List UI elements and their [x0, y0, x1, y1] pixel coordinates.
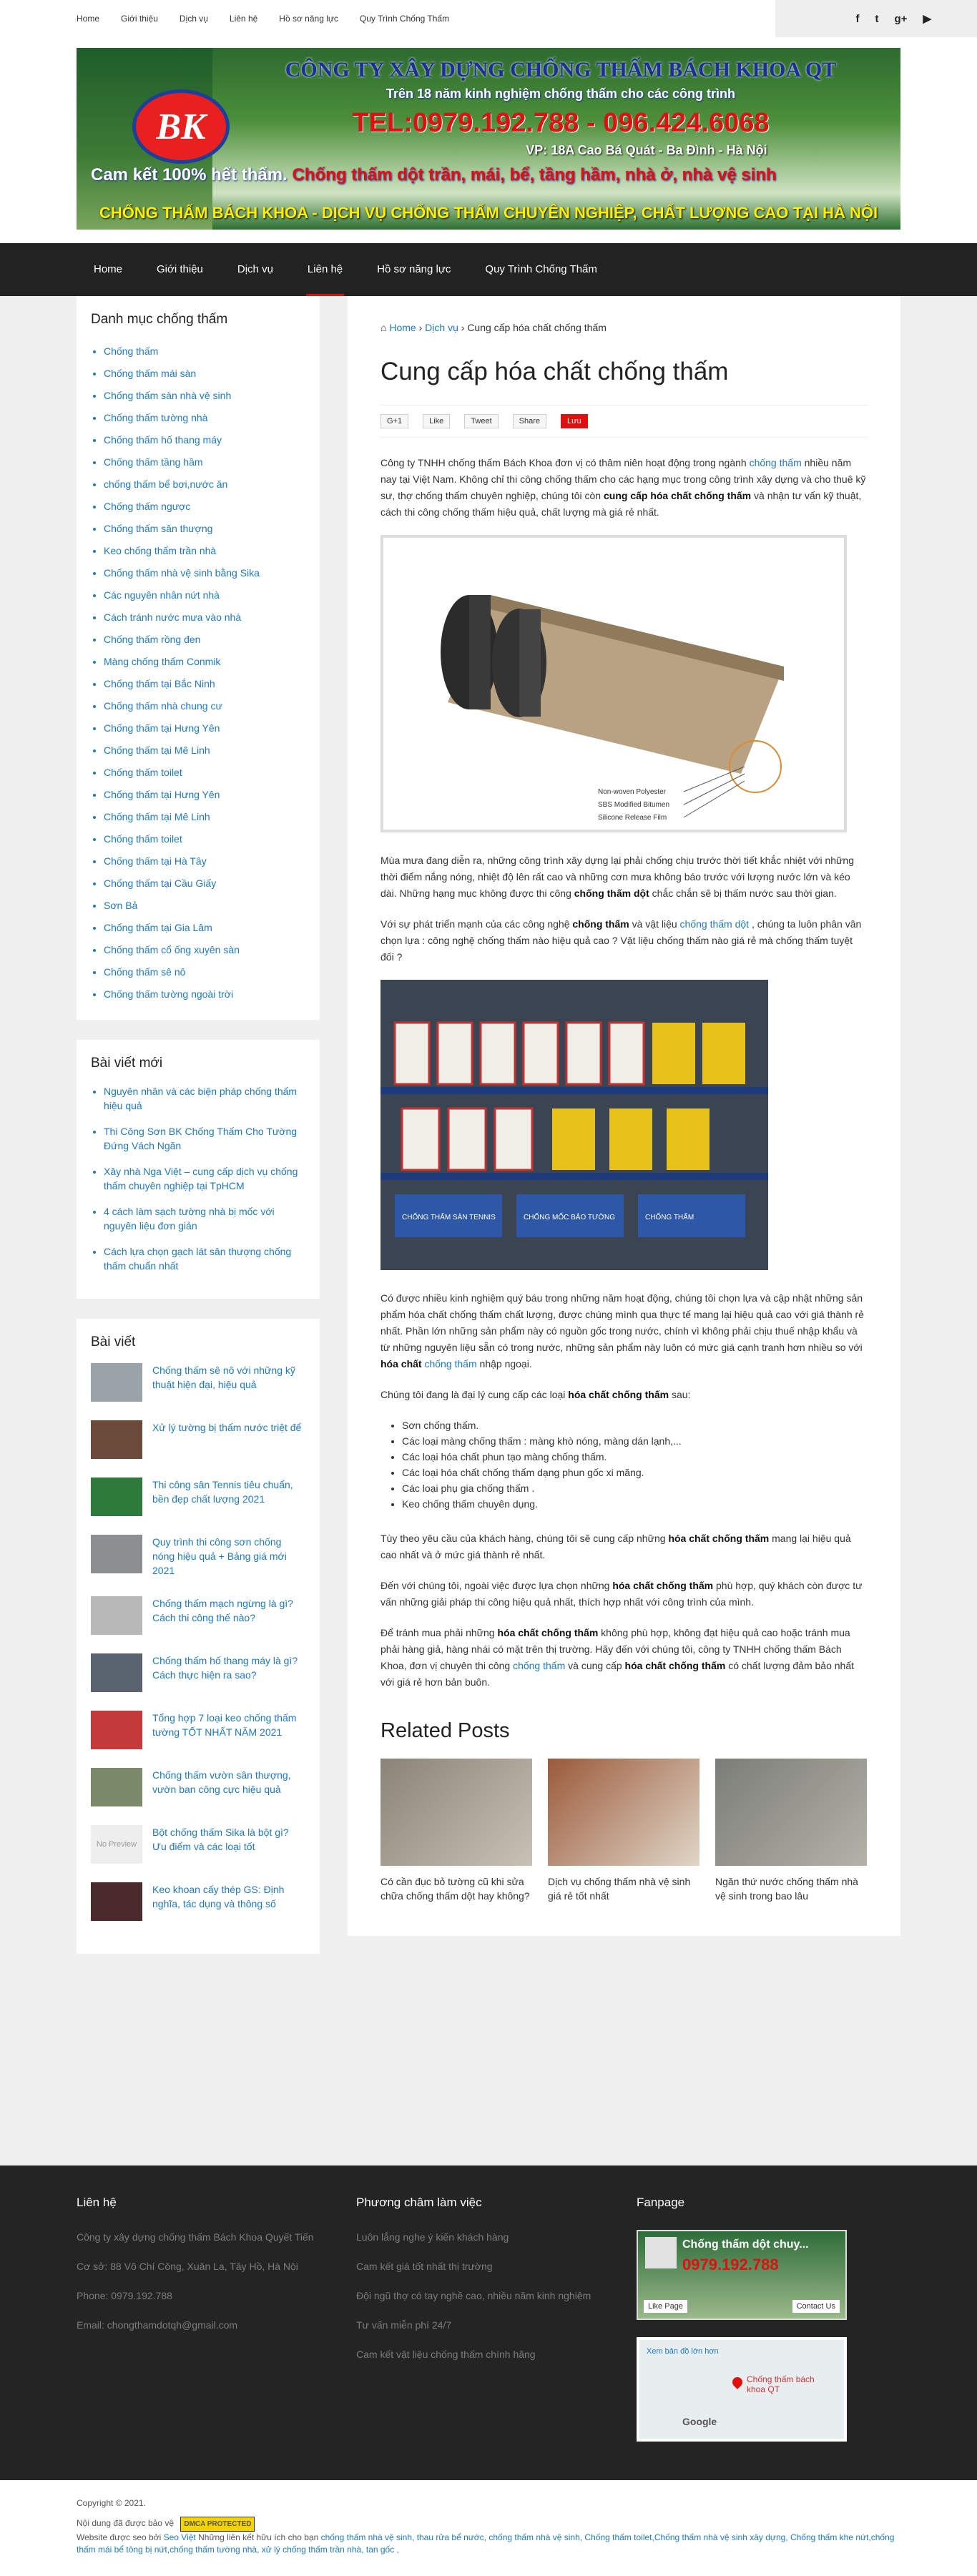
post-item[interactable]: [91, 1768, 305, 1806]
link-chong-tham[interactable]: chống thấm: [749, 457, 802, 468]
page-title: Cung cấp hóa chất chống thấm: [381, 358, 729, 385]
bottom-bar: [0, 2480, 977, 2576]
new-posts-widget: [77, 1040, 320, 1299]
post-item[interactable]: [91, 1825, 305, 1864]
post-item[interactable]: [91, 1363, 305, 1402]
footer-contact-title: Liên hệ: [77, 2196, 117, 2209]
nav-contact[interactable]: Liên hệ: [290, 243, 360, 296]
principle-item: Cam kết giá tốt nhất thị trường: [356, 2261, 493, 2272]
related-post-title[interactable]: Có cần đục bỏ tường cũ khi sửa chữa chống thấm dột hay không?: [381, 1876, 530, 1902]
linkedin-share-button[interactable]: Share: [513, 414, 546, 428]
category-item[interactable]: • Chống thấm tại Mê Linh: [104, 739, 305, 762]
category-item[interactable]: • Chống thấm sân thượng: [104, 518, 305, 540]
related-post-image[interactable]: [548, 1759, 699, 1866]
topnav-about[interactable]: Giới thiệu: [121, 14, 158, 24]
paragraph-8: Để tránh mua phải những hóa chất chống thấm không phù hợp, không đạt hiệu quả cao hoặc tránh mua phải hàng giả, hàng nhái có mặt trên thị trường. Hãy đến với chúng tôi, công ty TNHH chống thấm Bách Khoa, đơn vị chuyên thi công chống thấm và cung cấp hóa chất chống thấm có chất lượng đảm bảo nhất với giá rẻ hơn bản buôn.: [381, 1627, 854, 1688]
category-item[interactable]: • Chống thấm sàn nhà vệ sinh: [104, 385, 305, 407]
post-title[interactable]: Thi công sân Tennis tiêu chuẩn, bền đẹp chất lượng 2021: [152, 1479, 293, 1505]
related-post-image[interactable]: [715, 1759, 867, 1866]
paragraph-3: Với sự phát triển mạnh của các công nghệ chống thấm và vật liệu chống thấm dột , chúng ta luôn phân vân chọn lựa : công nghệ chống thấm nào hiệu quả cao ? Vật liệu chống thấm nào giá rẻ mà chống thấm tuyệt đối ?: [381, 918, 862, 963]
topnav-contact[interactable]: Liên hệ: [229, 14, 258, 24]
fb-like-page-button[interactable]: Like Page: [644, 2300, 687, 2313]
category-item[interactable]: • Chống thấm: [104, 340, 305, 363]
post-title[interactable]: Chống thấm sê nô với những kỹ thuật hiện đại, hiệu quả: [152, 1365, 295, 1390]
post-item[interactable]: [91, 1596, 305, 1635]
post-thumbnail[interactable]: [91, 1882, 142, 1921]
useful-links[interactable]: chống thấm nhà vệ sinh, thau rửa bể nước, chống thấm nhà vệ sinh, Chống thấm toilet,Chống thấm nhà vệ sinh xây dựng, Chống thấm khe nứt,chống thấm mái bể tông bị nứt,chống thấm tường nhà, xử lý chống thấm trần nhà, tan gốc ,: [77, 2532, 895, 2555]
paragraph-2: Mùa mưa đang diễn ra, những công trình xây dựng lại phải chống chịu trước thời tiết khắc nhiệt với những thời điểm nắng nóng, nhiệt độ lên rất cao và những cơn mưa không báo trước với lượng nước lớn và kéo dài. Những hạng mục không được thi công chống thấm dột chắc chắn sẽ bị thấm nước sau thời gian.: [381, 855, 854, 899]
category-item[interactable]: • Cách tránh nước mưa vào nhà: [104, 606, 305, 629]
map-larger-link[interactable]: Xem bản đồ lớn hơn: [647, 2347, 719, 2356]
img2-label-3: CHỐNG THẤM: [645, 1214, 694, 1221]
product-list-item: • Các loại hóa chất chống thấm dạng phun gốc xi măng.: [402, 1465, 868, 1480]
map-pin-icon: [730, 2375, 745, 2389]
header-banner[interactable]: [77, 48, 900, 230]
breadcrumb-section[interactable]: Dịch vụ: [425, 322, 458, 333]
top-bar: [0, 0, 977, 37]
related-post-image[interactable]: [381, 1759, 532, 1866]
bk-logo: BK: [132, 89, 230, 164]
product-list-item: • Các loại phụ gia chống thấm .: [402, 1480, 868, 1496]
post-item[interactable]: [91, 1478, 305, 1516]
category-widget: [77, 296, 320, 1020]
fb-page-phone: 0979.192.788: [682, 2256, 779, 2273]
post-thumbnail[interactable]: [91, 1711, 142, 1749]
footer-fanpage: [637, 2196, 851, 2442]
banner-phone: TEL:0979.192.788 - 096.424.6068: [352, 108, 770, 138]
post-item[interactable]: [91, 1420, 305, 1459]
product-list-item: • Keo chống thấm chuyên dụng.: [402, 1496, 868, 1512]
new-post-item[interactable]: • Nguyên nhân và các biện pháp chống thấm hiệu quả: [104, 1084, 305, 1113]
post-title[interactable]: Chống thấm vườn sân thượng, vườn ban công cực hiệu quả: [152, 1769, 291, 1795]
banner-commitment: Cam kết 100% hết thấm. Chống thấm dột trần, mái, bể, tầng hầm, nhà ở, nhà vệ sinh: [91, 165, 777, 185]
posts-widget-title: Bài viết: [91, 1334, 136, 1350]
share-bar: [381, 405, 868, 438]
banner-experience: Trên 18 năm kinh nghiệm chống thấm cho các công trình: [386, 87, 736, 101]
youtube-icon[interactable]: ▶: [923, 13, 931, 25]
category-item[interactable]: • Chống thấm hố thang máy: [104, 429, 305, 451]
post-thumbnail[interactable]: [91, 1535, 142, 1573]
category-item[interactable]: • Chống thấm mái sàn: [104, 363, 305, 385]
post-thumbnail[interactable]: [91, 1768, 142, 1806]
google-plus-icon[interactable]: g+: [894, 12, 908, 25]
category-item[interactable]: • Chống thấm tại Mê Linh: [104, 806, 305, 828]
category-item[interactable]: • Chống thấm tường nhà: [104, 407, 305, 429]
related-post[interactable]: [381, 1759, 532, 1903]
principle-item: Đội ngũ thợ có tay nghề cao, nhiều năm kinh nghiệm: [356, 2290, 591, 2301]
new-post-item[interactable]: • Cách lựa chọn gạch lát sân thượng chống thấm chuẩn nhất: [104, 1244, 305, 1273]
new-post-item[interactable]: • 4 cách làm sạch tường nhà bị mốc với nguyên liệu đơn giản: [104, 1204, 305, 1233]
img1-label-1: Non-woven Polyester: [598, 788, 667, 796]
post-title[interactable]: Keo khoan cấy thép GS: Định nghĩa, tác dụng và thông số: [152, 1884, 285, 1909]
google-map[interactable]: [637, 2337, 847, 2442]
footer-fanpage-title: Fanpage: [637, 2196, 685, 2209]
new-posts-list: [91, 1084, 305, 1273]
product-list: [402, 1417, 868, 1512]
seo-credits: Website được seo bởi Seo Việt Những liên kết hữu ích cho bạn chống thấm nhà vệ sinh, thau rửa bể nước, chống thấm nhà vệ sinh, Chống thấm toilet,Chống thấm nhà vệ sinh xây dựng, Chống thấm khe nứt,chống thấm mái bể tông bị nứt,chống thấm tường nhà, xử lý chống thấm trần nhà, tan gốc ,: [77, 2532, 895, 2555]
dmca-badge[interactable]: DMCA PROTECTED: [180, 2517, 255, 2532]
nav-about[interactable]: Giới thiệu: [157, 263, 203, 275]
post-title[interactable]: Chống thấm hố thang máy là gì? Cách thực hiện ra sao?: [152, 1655, 298, 1681]
post-thumbnail[interactable]: [91, 1420, 142, 1459]
category-item[interactable]: • Các nguyên nhân nứt nhà: [104, 584, 305, 606]
footer: [0, 2165, 977, 2480]
principle-item: Cam kết vật liệu chống thấm chính hãng: [356, 2349, 536, 2360]
footer-address: Cơ sở: 88 Võ Chí Công, Xuân La, Tây Hồ, Hà Nội: [77, 2261, 298, 2272]
post-title[interactable]: Tổng hợp 7 loại keo chống thấm tường TỐT NHẤT NĂM 2021: [152, 1712, 297, 1738]
facebook-page-widget[interactable]: [637, 2230, 847, 2320]
post-title[interactable]: Quy trình thi công sơn chống nóng hiệu quả + Bảng giá mới 2021: [152, 1536, 287, 1576]
category-item[interactable]: • Chống thấm rồng đen: [104, 629, 305, 651]
footer-email: Email: chongthamdotqh@gmail.com: [77, 2319, 238, 2331]
link-chong-tham-2[interactable]: chống thấm: [424, 1358, 477, 1370]
post-item[interactable]: [91, 1535, 305, 1578]
category-list: [91, 340, 305, 1006]
footer-contact: [77, 2196, 327, 2347]
post-thumbnail[interactable]: [91, 1363, 142, 1402]
nav-home[interactable]: Home: [94, 263, 123, 275]
paragraph-6: Tùy theo yêu cầu của khách hàng, chúng tôi sẽ cung cấp những hóa chất chống thấm mang lại hiệu quả cao nhất và ở mức giá thành rẻ nhất.: [381, 1533, 851, 1560]
footer-principles-title: Phương châm làm việc: [356, 2196, 482, 2209]
related-posts: [381, 1759, 868, 1903]
home-icon: ⌂: [381, 322, 387, 333]
like-button[interactable]: Like: [423, 414, 450, 428]
products-shelf-image: [381, 980, 768, 1270]
category-item[interactable]: • Chống thấm tường ngoài trời: [104, 983, 305, 1006]
social-links: [775, 0, 977, 37]
category-item[interactable]: • Chống thấm tại Hà Tây: [104, 850, 305, 872]
membrane-rolls-image: [381, 535, 847, 832]
post-item[interactable]: [91, 1653, 305, 1692]
img1-label-2: SBS Modified Bitumen: [598, 801, 670, 809]
category-widget-title: Danh mục chống thấm: [91, 312, 228, 327]
post-thumbnail[interactable]: [91, 1478, 142, 1516]
posts-list: [91, 1363, 305, 1921]
category-item[interactable]: • Chống thấm nhà chung cư: [104, 695, 305, 717]
article-content: [348, 296, 900, 1936]
google-logo: Google: [682, 2416, 717, 2427]
category-item[interactable]: • chống thấm bể bơi,nước ăn: [104, 473, 305, 496]
product-list-item: • Các loại màng chống thấm : màng khò nóng, màng dán lạnh,...: [402, 1433, 868, 1449]
category-item[interactable]: • Chống thấm tại Cầu Giấy: [104, 872, 305, 895]
copyright: Copyright © 2021.: [77, 2498, 146, 2508]
related-post-title[interactable]: Ngăn thứ nước chống thấm nhà vệ sinh trong bao lâu: [715, 1876, 858, 1902]
posts-widget: [77, 1319, 320, 1954]
category-item[interactable]: • Chống thấm cổ ống xuyên sàn: [104, 939, 305, 961]
category-item[interactable]: • Chống thấm nhà vệ sinh bằng Sika: [104, 562, 305, 584]
post-thumbnail[interactable]: [91, 1653, 142, 1692]
new-posts-title: Bài viết mới: [91, 1056, 163, 1071]
topnav-process[interactable]: Quy Trình Chống Thấm: [359, 14, 450, 24]
twitter-icon[interactable]: t: [875, 12, 879, 25]
breadcrumb-current: Cung cấp hóa chất chống thấm: [467, 322, 607, 333]
footer-company: Công ty xây dựng chống thấm Bách Khoa Quyết Tiến: [77, 2231, 314, 2243]
new-post-item[interactable]: • Thi Công Sơn BK Chống Thấm Cho Tường Đứng Vách Ngăn: [104, 1124, 305, 1153]
fb-page-avatar: [645, 2237, 677, 2268]
link-chong-tham-3[interactable]: chống thấm: [513, 1660, 566, 1671]
related-post[interactable]: [548, 1759, 699, 1903]
category-item[interactable]: • Màng chống thấm Conmik: [104, 651, 305, 673]
post-thumbnail[interactable]: [91, 1596, 142, 1635]
topnav-home[interactable]: Home: [77, 14, 100, 24]
category-item[interactable]: • Chống thấm tầng hầm: [104, 451, 305, 473]
product-list-item: • Sơn chống thấm.: [402, 1417, 868, 1433]
seo-link[interactable]: Seo Việt: [163, 2532, 196, 2542]
facebook-icon[interactable]: f: [855, 12, 860, 25]
category-item[interactable]: • Sơn Bả: [104, 895, 305, 917]
post-thumbnail[interactable]: No Preview: [91, 1825, 142, 1864]
paragraph-5: Chúng tôi đang là đại lý cung cấp các loại hóa chất chống thấm sau:: [381, 1389, 691, 1400]
category-item[interactable]: • Chống thấm tại Hưng Yên: [104, 784, 305, 806]
banner-address: VP: 18A Cao Bá Quát - Ba Đình - Hà Nội: [526, 143, 767, 157]
category-item[interactable]: • Keo chống thấm trần nhà: [104, 540, 305, 562]
principle-item: Luôn lắng nghe ý kiến khách hàng: [356, 2231, 509, 2243]
link-chong-tham-dot[interactable]: chống thấm dột: [679, 918, 750, 930]
gplus-button[interactable]: G+1: [381, 414, 408, 428]
fb-page-name[interactable]: Chống thấm dột chuy...: [682, 2238, 809, 2251]
nav-profile[interactable]: Hồ sơ năng lực: [377, 263, 451, 275]
nav-process[interactable]: Quy Trình Chống Thấm: [485, 263, 597, 275]
paragraph-4: Có được nhiều kinh nghiệm quý báu trong những năm hoạt động, chúng tôi chọn lựa và cập nhật những sản phẩm hóa chất chống thấm chất lượng, được chúng mình qua thực tế mang lại hiệu quả cao với giá thành rẻ nhất. Phần lớn những sản phẩm này có nguồn gốc trong nước, chính vì không phải chịu thuế nhập khẩu và từ những nguyên liệu sẵn có trong nước, những sản phẩm này luôn có mức giá cạnh tranh hơn nhiều so với hóa chất chống thấm nhập ngoại.: [381, 1292, 864, 1370]
principle-item: Tư vấn miễn phí 24/7: [356, 2319, 452, 2331]
footer-phone: Phone: 0979.192.788: [77, 2290, 172, 2301]
product-list-item: • Các loại hóa chất phun tạo màng chống thấm.: [402, 1449, 868, 1465]
post-title[interactable]: Xử lý tường bị thấm nước triệt để: [152, 1422, 302, 1433]
top-nav: [77, 0, 471, 37]
category-item[interactable]: • Chống thấm toilet: [104, 762, 305, 784]
paragraph-1: Công ty TNHH chống thấm Bách Khoa đơn vị có thâm niên hoạt động trong ngành chống thấm nhiều năm nay tại Việt Nam. Không chỉ thi công chống thấm cho các hạng mục trong công trình xây dựng và cho thuê kỹ sư, thợ chống thấm chuyên nghiệp, chúng tôi còn cung cấp hóa chất chống thấm và nhận tư vấn kỹ thuật, cách thi công chống thấm hiệu quả, chất lượng mà giá rẻ nhất.: [381, 457, 866, 518]
map-place-label: Chống thấm bách khoa QT: [747, 2374, 815, 2394]
related-post-title[interactable]: Dịch vụ chống thấm nhà vệ sinh giá rẻ tốt nhất: [548, 1876, 691, 1902]
main-nav: [0, 243, 977, 296]
img1-label-3: Silicone Release Film: [598, 814, 667, 822]
post-item[interactable]: [91, 1711, 305, 1749]
category-item[interactable]: • Chống thấm ngược: [104, 496, 305, 518]
protected-notice: Nội dung đã được bảo vệ DMCA PROTECTED: [77, 2517, 900, 2532]
nav-services[interactable]: Dịch vụ: [237, 263, 273, 275]
breadcrumb-home[interactable]: Home: [389, 322, 416, 333]
related-post[interactable]: [715, 1759, 867, 1903]
tweet-button[interactable]: Tweet: [464, 414, 498, 428]
category-item[interactable]: • Chống thấm sê nô: [104, 961, 305, 983]
sidebar: [77, 296, 320, 1974]
pinterest-save-button[interactable]: Lưu: [561, 414, 588, 428]
new-post-item[interactable]: • Xây nhà Nga Việt – cung cấp dịch vụ chống thấm chuyên nghiệp tại TpHCM: [104, 1164, 305, 1193]
category-item[interactable]: • Chống thấm toilet: [104, 828, 305, 850]
post-title[interactable]: Bột chống thấm Sika là bột gì? Ưu điểm và các loại tốt: [152, 1827, 289, 1852]
footer-principles: [356, 2196, 607, 2376]
category-item[interactable]: • Chống thấm tại Hưng Yên: [104, 717, 305, 739]
header-banner-area: [0, 37, 977, 243]
topnav-profile[interactable]: Hồ sơ năng lực: [279, 14, 338, 24]
img2-label-1: CHỐNG THẤM SÀN TENNIS: [402, 1214, 496, 1221]
post-title[interactable]: Chống thấm mạch ngừng là gì? Cách thi công thế nào?: [152, 1598, 293, 1623]
img2-label-2: CHỐNG MỐC BẢO TƯỜNG: [524, 1214, 616, 1221]
paragraph-7: Đến với chúng tôi, ngoài việc được lựa chọn những hóa chất chống thấm phù hợp, quý khách còn được tư vấn những giải pháp thi công hiệu quả nhất, thích hợp nhất với công trình của mình.: [381, 1580, 863, 1608]
post-item[interactable]: [91, 1882, 305, 1921]
topnav-services[interactable]: Dịch vụ: [179, 14, 208, 24]
banner-company-name: CÔNG TY XÂY DỰNG CHỐNG THẤM BÁCH KHOA QT: [285, 58, 837, 82]
category-item[interactable]: • Chống thấm tại Gia Lâm: [104, 917, 305, 939]
banner-slogan: CHỐNG THẤM BÁCH KHOA - DỊCH VỤ CHỐNG THẤM CHUYÊN NGHIỆP, CHẤT LƯỢNG CAO TẠI HÀ NỘI: [99, 204, 878, 222]
related-posts-title: Related Posts: [381, 1719, 510, 1742]
fb-contact-button[interactable]: Contact Us: [792, 2300, 840, 2313]
category-item[interactable]: • Chống thấm tại Bắc Ninh: [104, 673, 305, 695]
breadcrumb: ⌂ Home › Dịch vụ › Cung cấp hóa chất chống thấm: [381, 322, 607, 333]
